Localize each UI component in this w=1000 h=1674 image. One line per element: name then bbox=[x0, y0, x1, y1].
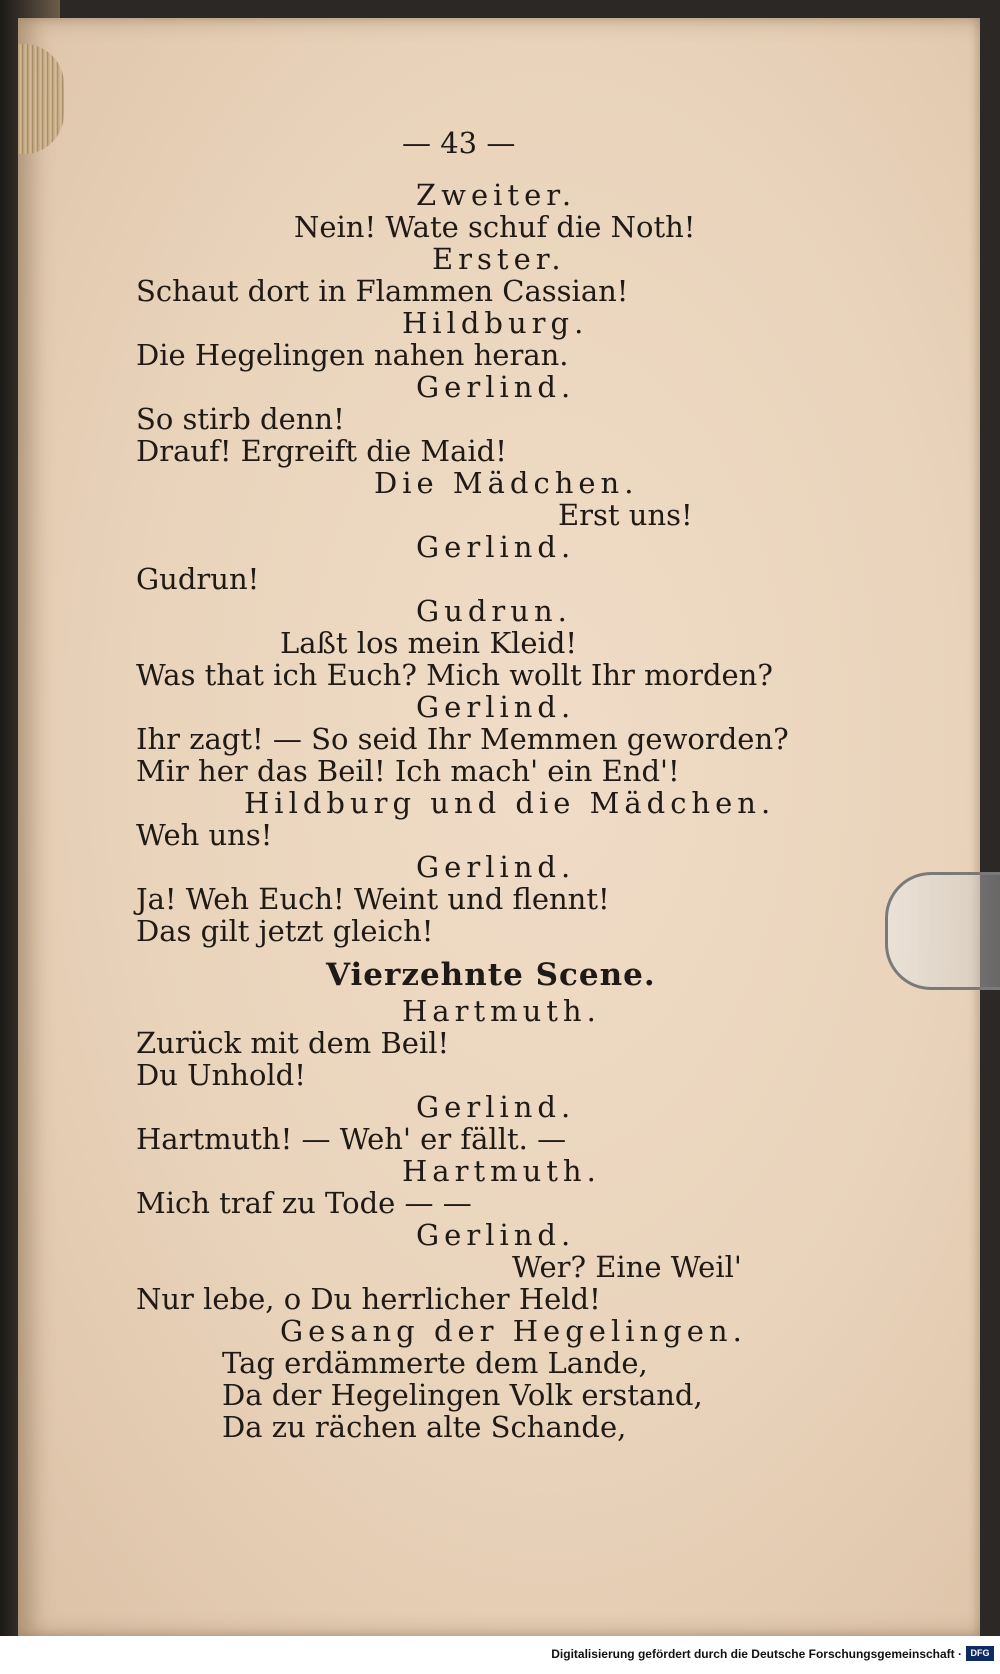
speaker-line: Gerlind. bbox=[416, 1090, 576, 1124]
speaker-line: Hartmuth. bbox=[402, 994, 601, 1028]
speaker-line: Erster. bbox=[432, 242, 566, 276]
song-line: Da zu rächen alte Schande, bbox=[222, 1410, 627, 1444]
speaker-line: Gudrun. bbox=[416, 594, 572, 628]
scene-heading: Vierzehnte Scene. bbox=[326, 957, 656, 993]
verse-line: Nur lebe, o Du herrlicher Held! bbox=[136, 1282, 601, 1316]
verse-line: Wer? Eine Weil' bbox=[512, 1250, 742, 1284]
verse-line: Zurück mit dem Beil! bbox=[136, 1026, 450, 1060]
verse-line: Erst uns! bbox=[558, 498, 693, 532]
speaker-line: Gerlind. bbox=[416, 690, 576, 724]
digitization-footer bbox=[0, 1636, 1000, 1674]
verse-line: Laßt los mein Kleid! bbox=[280, 626, 578, 660]
verse-line: Ja! Weh Euch! Weint und flennt! bbox=[136, 882, 610, 916]
verse-line: Mir her das Beil! Ich mach' ein End'! bbox=[136, 754, 680, 788]
verse-line: Die Hegelingen nahen heran. bbox=[136, 338, 569, 372]
speaker-line: Gesang der Hegelingen. bbox=[280, 1314, 747, 1348]
verse-line: Drauf! Ergreift die Maid! bbox=[136, 434, 507, 468]
verse-line: Hartmuth! — Weh' er fällt. — bbox=[136, 1122, 567, 1156]
speaker-line: Hildburg und die Mädchen. bbox=[244, 786, 776, 820]
verse-line: Weh uns! bbox=[136, 818, 273, 852]
book-page bbox=[18, 18, 980, 1636]
verse-line: Ihr zagt! — So seid Ihr Memmen geworden? bbox=[136, 722, 789, 756]
verse-line: Gudrun! bbox=[136, 562, 260, 596]
verse-line: Du Unhold! bbox=[136, 1058, 306, 1092]
song-line: Tag erdämmerte dem Lande, bbox=[222, 1346, 648, 1380]
verse-line: Das gilt jetzt gleich! bbox=[136, 914, 434, 948]
page-number: — 43 — bbox=[402, 126, 516, 160]
verse-line: So stirb denn! bbox=[136, 402, 345, 436]
verse-line: Schaut dort in Flammen Cassian! bbox=[136, 274, 629, 308]
speaker-line: Zweiter. bbox=[416, 178, 577, 212]
speaker-line: Gerlind. bbox=[416, 370, 576, 404]
verse-line: Was that ich Euch? Mich wollt Ihr morden? bbox=[136, 658, 773, 692]
verse-line: Mich traf zu Tode — — bbox=[136, 1186, 472, 1220]
speaker-line: Hildburg. bbox=[402, 306, 589, 340]
song-line: Da der Hegelingen Volk erstand, bbox=[222, 1378, 703, 1412]
funding-credit: Digitalisierung gefördert durch die Deutsche Forschungsgemeinschaft · bbox=[551, 1647, 962, 1661]
page-text bbox=[18, 18, 980, 1518]
speaker-line: Gerlind. bbox=[416, 1218, 576, 1252]
dfg-logo-icon: DFG bbox=[966, 1646, 994, 1661]
speaker-line: Gerlind. bbox=[416, 850, 576, 884]
speaker-line: Hartmuth. bbox=[402, 1154, 601, 1188]
speaker-line: Die Mädchen. bbox=[374, 466, 639, 500]
plastic-clip bbox=[885, 872, 1000, 990]
speaker-line: Gerlind. bbox=[416, 530, 576, 564]
verse-line: Nein! Wate schuf die Noth! bbox=[294, 210, 696, 244]
